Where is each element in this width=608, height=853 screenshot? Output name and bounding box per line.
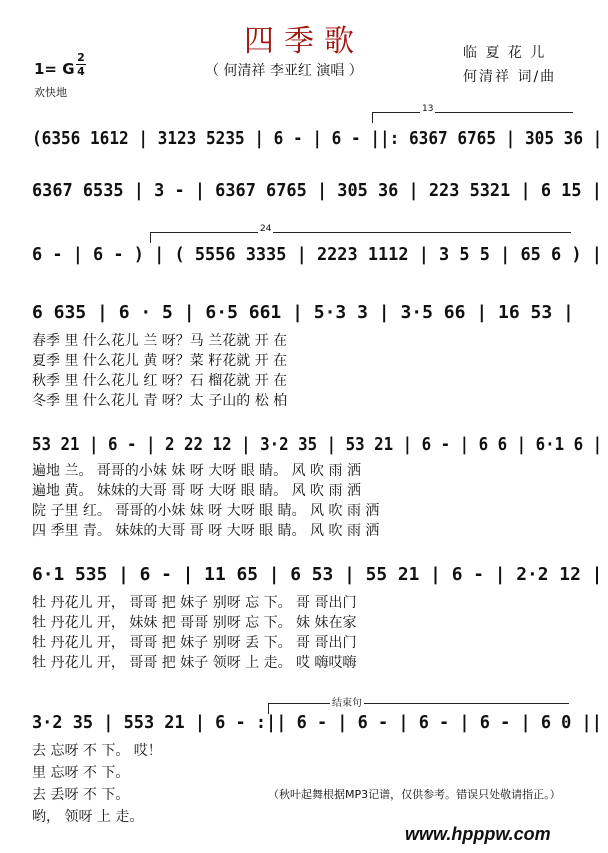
lyric-verse4-line1: 冬季 里 什么花儿 青 呀？太 子山的 松 柏 xyxy=(32,393,288,409)
lyric-verse1-line2: 遍地 兰。 哥哥的小妹 妹 呀 大呀 眼 睛。 风 吹 雨 洒 xyxy=(32,463,361,479)
singers: （ 何清祥 李亚红 演唱 ） xyxy=(205,63,363,79)
credit-label: 何清祥 词/曲 xyxy=(463,69,557,85)
staff-line-7: 3·2 35 | 553 21 | 6 - :|| 6 - | 6 - | 6 - | 6 - | 6 0 || xyxy=(32,712,602,733)
lyric-verse2-line1: 夏季 里 什么花儿 黄 呀？菜 籽花就 开 在 xyxy=(32,353,288,369)
tempo-marking: 欢快地 xyxy=(34,86,67,99)
transcription-note: （秋叶起舞根据MP3记谱，仅供参考。错误只处敬请指正。） xyxy=(268,788,561,801)
time-signature xyxy=(76,52,86,77)
time-sig-top: 2 xyxy=(77,51,85,64)
song-title: 四季歌 xyxy=(244,24,364,59)
key-signature: 1= G xyxy=(34,60,75,78)
staff-line-2: 6367 6535 | 3 - | 6367 6765 | 305 36 | 223 5321 | 6 15 | xyxy=(32,180,602,201)
measure-number-24: 24 xyxy=(260,224,272,234)
lyric-verse2-line3: 牡 丹花儿 开， 妹妹 把 哥哥 别呀 忘 下。 妹 妹在家 xyxy=(32,615,357,631)
staff-line-3: 6 - | 6 - ) | ( 5556 3335 | 2223 1112 | 3 5 5 | 65 6 ) | xyxy=(32,244,602,265)
lyric-verse4-line4: 哟， 领呀 上 走。 xyxy=(32,809,144,825)
lyric-verse2-line4: 里 忘呀 不 下。 xyxy=(32,765,130,781)
repeat-bracket-24 xyxy=(150,232,571,243)
repeat-bracket-13 xyxy=(372,112,573,123)
staff-line-4: 6 635 | 6 · 5 | 6·5 661 | 5·3 3 | 3·5 66 | 16 53 | xyxy=(32,302,574,323)
staff-line-1: (6356 1612 | 3123 5235 | 6 - | 6 - ||: 6367 6765 | 305 36 | xyxy=(32,128,603,149)
region-label: 临 夏 花 儿 xyxy=(463,45,547,61)
staff-line-6: 6·1 535 | 6 - | 11 65 | 6 53 | 55 21 | 6 - | 2·2 12 | xyxy=(32,564,603,585)
website-watermark: www.hpppw.com xyxy=(405,824,551,844)
staff-line-5: 53 21 | 6 - | 2 22 12 | 3·2 35 | 53 21 | 6 - | 6 6 | 6·1 6 | xyxy=(32,434,603,455)
lyric-verse3-line2: 院 子里 红。 哥哥的小妹 妹 呀 大呀 眼 睛。 风 吹 雨 洒 xyxy=(32,503,380,519)
lyric-verse3-line4: 去 丢呀 不 下。 xyxy=(32,787,130,803)
lyric-verse1-line1: 春季 里 什么花儿 兰 呀？马 兰花就 开 在 xyxy=(32,333,288,349)
lyric-verse1-line3: 牡 丹花儿 开， 哥哥 把 妹子 别呀 忘 下。 哥 哥出门 xyxy=(32,595,357,611)
lyric-verse3-line1: 秋季 里 什么花儿 红 呀？石 榴花就 开 在 xyxy=(32,373,288,389)
lyric-verse3-line3: 牡 丹花儿 开， 哥哥 把 妹子 别呀 丢 下。 哥 哥出门 xyxy=(32,635,357,651)
lyric-verse2-line2: 遍地 黄。 妹妹的大哥 哥 呀 大呀 眼 睛。 风 吹 雨 洒 xyxy=(32,483,361,499)
time-sig-bottom: 4 xyxy=(77,65,85,78)
measure-number-13: 13 xyxy=(422,104,434,114)
ending-label: 结束句 xyxy=(330,694,364,709)
lyric-verse1-line4: 去 忘呀 不 下。 哎！ xyxy=(32,743,162,759)
lyric-verse4-line2: 四 季里 青。 妹妹的大哥 哥 呀 大呀 眼 睛。 风 吹 雨 洒 xyxy=(32,523,380,539)
lyric-verse4-line3: 牡 丹花儿 开， 哥哥 把 妹子 领呀 上 走。 哎 嗨哎嗨 xyxy=(32,655,357,671)
